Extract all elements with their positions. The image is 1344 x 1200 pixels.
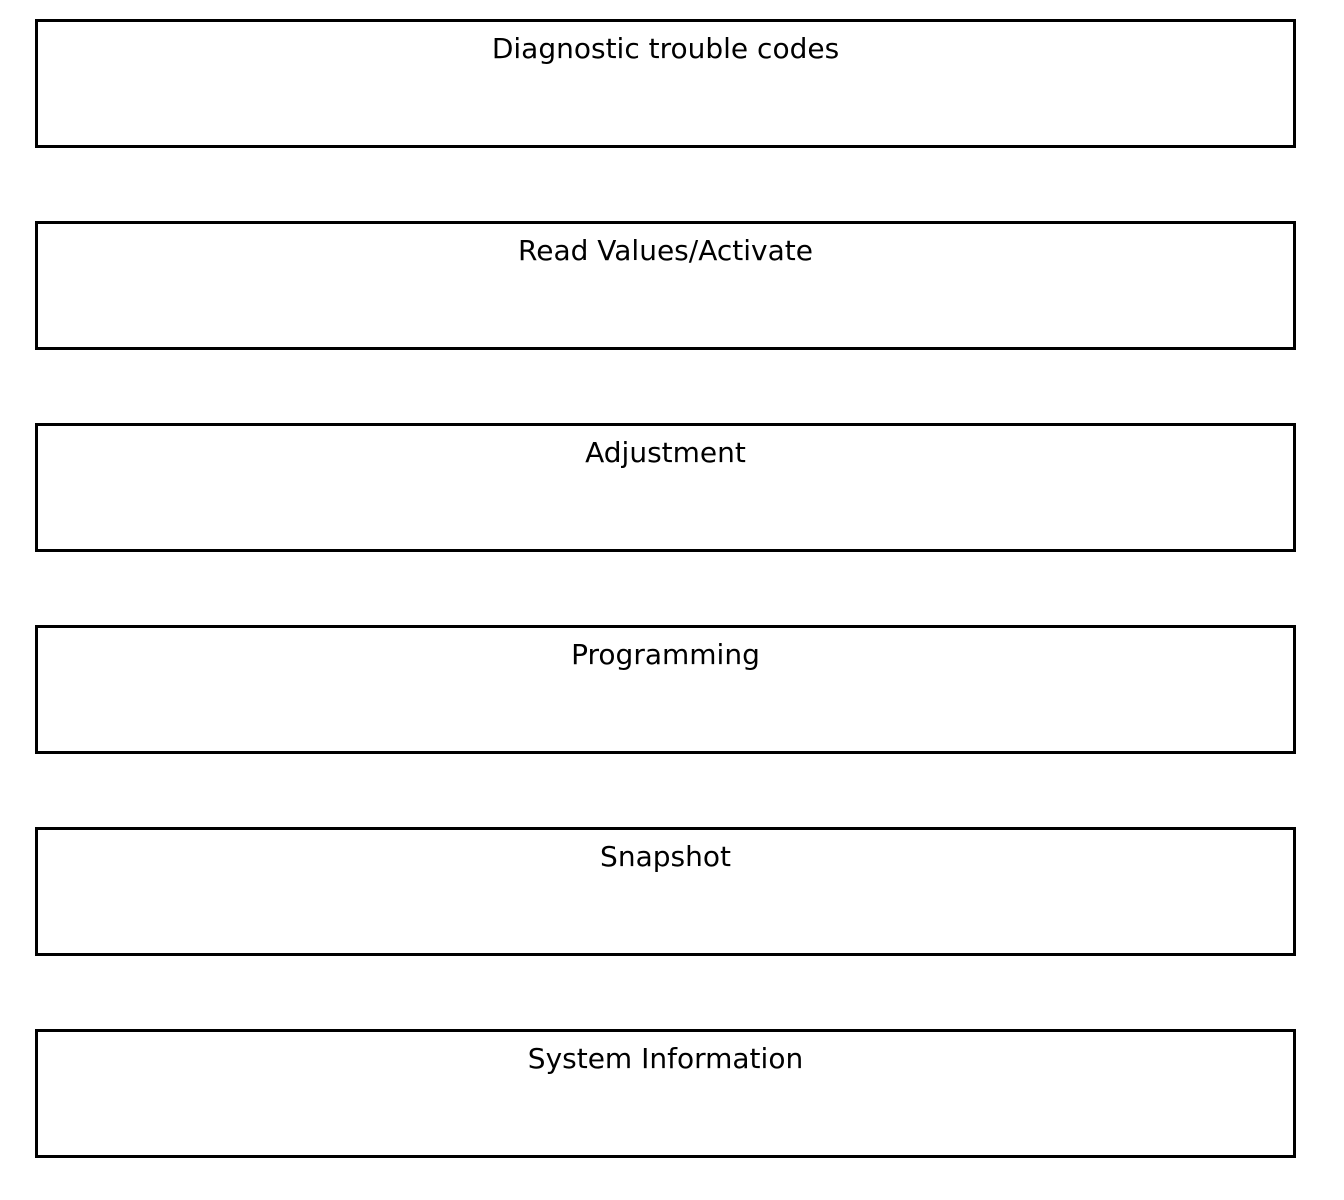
system-information-button[interactable] bbox=[35, 1029, 1296, 1158]
function-menu bbox=[35, 19, 1296, 1160]
menu-item-label: Adjustment bbox=[585, 436, 746, 469]
programming-button[interactable] bbox=[35, 625, 1296, 754]
adjustment-button[interactable] bbox=[35, 423, 1296, 552]
menu-item-label: Programming bbox=[571, 638, 760, 671]
read-values-activate-button[interactable] bbox=[35, 221, 1296, 350]
menu-item-label: Snapshot bbox=[600, 840, 731, 873]
menu-item-label: Read Values/Activate bbox=[518, 234, 813, 267]
snapshot-button[interactable] bbox=[35, 827, 1296, 956]
menu-item-label: Diagnostic trouble codes bbox=[491, 32, 840, 65]
menu-item-label: System Information bbox=[527, 1042, 804, 1075]
diagnostic-trouble-codes-button[interactable] bbox=[35, 19, 1296, 148]
